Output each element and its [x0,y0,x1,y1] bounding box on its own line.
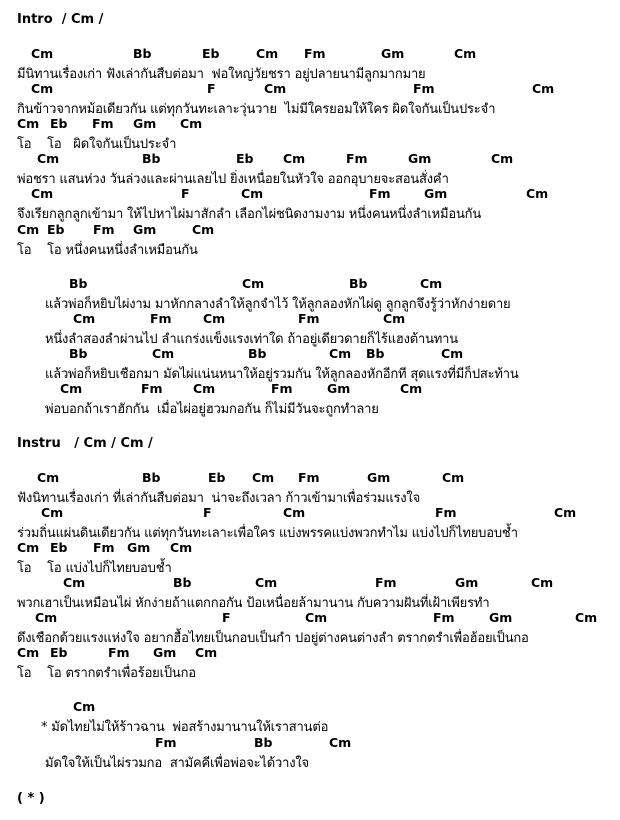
chord-bb: Bb [366,346,385,361]
chord-cm: Cm [17,645,40,660]
chord-cm: Cm [305,610,328,625]
chord-cm: Cm [37,151,60,166]
chord-cm: Cm [35,610,58,625]
chord-f: F [203,505,212,520]
chord-line [0,699,620,715]
chord-gm: Gm [133,222,157,237]
lyric-line: พ่อบอกถ้าเราฮักกัน เมื่อไผ่อยู่ฮวมกอกัน ก็ไม่มีวันจะถูกทำลาย [45,402,379,417]
chord-fm: Fm [155,735,177,750]
chord-cm: Cm [526,186,549,201]
chord-line [0,540,620,556]
chord-cm: Cm [31,46,54,61]
chord-cm: Cm [41,505,64,520]
instru-label: Instru / Cm / Cm / [17,436,153,451]
chord-line [0,276,620,292]
chord-eb: Eb [202,46,220,61]
lyric-line: โอ โอ ตรากตรำเพื่อร้อยเป็นกอ [17,666,196,681]
chord-line [0,116,620,132]
chord-cm: Cm [241,186,264,201]
chord-cm: Cm [252,470,275,485]
chord-fm: Fm [298,311,320,326]
chord-cm: Cm [73,699,96,714]
chord-cm: Cm [575,610,598,625]
lyric-line: มัดใจให้เป็นไผ่รวมกอ สามัคคีเพื่อพ่อจะได้วางใจ [45,756,309,771]
lyric-line: แล้วพ่อก็หยิบไผ่งาม มาหักกลางลำให้ลูกจำไว้ ให้ลูกลองหักไผ่ดู ลูกลูกจึงรู้ว่าหักง่ายดาย [45,297,511,312]
chord-cm: Cm [531,575,554,590]
lyric-line: พ่อชรา แสนห่วง วันล่วงและผ่านเลยไป ยิ่งเหนื่อยในหัวใจ ออกอุบายจะสอนสั่งคำ [17,172,449,187]
chord-line [0,381,620,397]
chord-fm: Fm [375,575,397,590]
lyric-line: มีนิทานเรื่องเก่า ฟังเล่ากันสืบต่อมา ฟอใหญ่วัยชรา อยู่ปลายนามีลูกมากมาย [17,67,426,82]
chord-cm: Cm [63,575,86,590]
chord-bb: Bb [142,470,161,485]
lyric-line: หนึ่งลำสองลำผ่านไป ลำแกร่งแข็งแรงเท่าใด ถ้าอยู่เดียวดายก็ไร้แฮงต้านทาน [45,332,458,347]
chord-f: F [222,610,231,625]
chord-eb: Eb [208,470,226,485]
chord-fm: Fm [298,470,320,485]
chord-line [0,505,620,521]
chord-gm: Gm [153,645,177,660]
chord-line [0,610,620,626]
chord-cm: Cm [17,540,40,555]
chord-cm: Cm [242,276,265,291]
chord-gm: Gm [367,470,391,485]
chord-cm: Cm [73,311,96,326]
chord-cm: Cm [60,381,83,396]
chord-line [0,645,620,661]
chord-bb: Bb [69,276,88,291]
chord-line [0,186,620,202]
chord-eb: Eb [50,116,68,131]
chord-cm: Cm [203,311,226,326]
chord-cm: Cm [17,222,40,237]
chord-cm: Cm [31,81,54,96]
chord-cm: Cm [193,381,216,396]
lyric-line: โอ โอ หนึ่งคนหนึ่งลำเหมือนกัน [17,243,198,258]
chord-fm: Fm [150,311,172,326]
chord-gm: Gm [455,575,479,590]
chord-cm: Cm [195,645,218,660]
chord-cm: Cm [329,735,352,750]
chord-cm: Cm [454,46,477,61]
chord-line [0,575,620,591]
chord-cm: Cm [400,381,423,396]
repeat-marker: ( * ) [17,791,45,806]
chord-gm: Gm [424,186,448,201]
chord-cm: Cm [329,346,352,361]
chord-gm: Gm [127,540,151,555]
chord-cm: Cm [283,151,306,166]
chord-fm: Fm [93,222,115,237]
chord-fm: Fm [346,151,368,166]
lyric-line: ร่วมถิ่นแผ่นดินเดียวกัน แต่ทุกวันทะเลาะเพื่อใคร แบ่งพรรคแบ่งพวกทำไม แบ่งไปก็ไทยบอบช้ำ [17,526,518,541]
chord-bb: Bb [142,151,161,166]
chord-line [0,470,620,486]
chord-cm: Cm [152,346,175,361]
chord-cm: Cm [255,575,278,590]
lyric-line: แล้วพ่อก็หยิบเชือกมา มัดไผ่แน่นหนาให้อยู่รวมกัน ให้ลูกลองหักอีกที สุดแรงที่มีก็ปสะท้าน [45,367,519,382]
chord-cm: Cm [441,346,464,361]
chord-eb: Eb [47,222,65,237]
chord-cm: Cm [37,470,60,485]
chord-f: F [181,186,190,201]
chord-gm: Gm [327,381,351,396]
chord-cm: Cm [17,116,40,131]
chord-bb: Bb [349,276,368,291]
lyric-line: ฟังนิทานเรื่องเก่า ที่เล่ากันสืบต่อมา น่าจะถึงเวลา ก้าวเข้ามาเพื่อร่วมแรงใจ [17,491,420,506]
lyric-line: โอ โอ ผิดใจกันเป็นประจำ [17,137,177,152]
chord-fm: Fm [108,645,130,660]
chord-fm: Fm [369,186,391,201]
chord-cm: Cm [180,116,203,131]
chord-cm: Cm [532,81,555,96]
chord-bb: Bb [69,346,88,361]
chord-fm: Fm [433,610,455,625]
chord-eb: Eb [50,645,68,660]
chord-cm: Cm [442,470,465,485]
chord-cm: Cm [554,505,577,520]
chord-gm: Gm [408,151,432,166]
chord-cm: Cm [192,222,215,237]
chord-eb: Eb [50,540,68,555]
chord-line [0,151,620,167]
lyric-line: กินข้าวจากหม้อเดียวกัน แต่ทุกวันทะเลาะวุ่นวาย ไม่มีใครยอมให้ใคร ผิดใจกันเป็นประจำ [17,102,496,117]
chord-cm: Cm [264,81,287,96]
chord-cm: Cm [420,276,443,291]
chord-cm: Cm [31,186,54,201]
chord-fm: Fm [271,381,293,396]
chord-cm: Cm [256,46,279,61]
chord-bb: Bb [133,46,152,61]
chord-cm: Cm [283,505,306,520]
lyric-line: ดึงเชือกด้วยแรงแห่งใจ อยากฮื้อไทยเป็นกอบเป็นกำ ปอยู่ต่างคนต่างลำ ตรากตรำเพื่อฮ้อยเป็นกอ [17,631,529,646]
lyric-line: จึงเรียกลูกลูกเข้ามา ให้ไปหาไผ่มาสักลำ เลือกไผ่ชนิดงามงาม หนึ่งคนหนึ่งลำเหมือนกัน [17,207,482,222]
lyric-line: พวกเฮาเป็นเหมือนไผ่ หักง่ายถ้าแตกกอกัน ป้อเหนื่อยล้ามานาน กับความฝันที่เฝ้าเพียรทำ [17,596,490,611]
chord-gm: Gm [489,610,513,625]
lyric-line: โอ โอ แบ่งไปก็ไทยบอบช้ำ [17,561,172,576]
intro-label: Intro / Cm / [17,12,104,27]
chord-bb: Bb [254,735,273,750]
chord-line [0,311,620,327]
chord-fm: Fm [141,381,163,396]
chord-eb: Eb [236,151,254,166]
chord-line [0,81,620,97]
chord-fm: Fm [304,46,326,61]
chord-cm: Cm [170,540,193,555]
chord-line [0,222,620,238]
chord-fm: Fm [92,116,114,131]
chord-gm: Gm [133,116,157,131]
chord-cm: Cm [383,311,406,326]
chord-fm: Fm [435,505,457,520]
chord-fm: Fm [93,540,115,555]
chord-f: F [207,81,216,96]
chord-line [0,346,620,362]
chord-line [0,46,620,62]
chord-gm: Gm [381,46,405,61]
chord-bb: Bb [248,346,267,361]
chord-bb: Bb [173,575,192,590]
chord-fm: Fm [413,81,435,96]
chord-cm: Cm [491,151,514,166]
chord-line [0,735,620,751]
lyric-line: * มัดไทยไม่ให้ร้าวฉาน พ่อสร้างมานานให้เราสานต่อ [41,720,329,735]
